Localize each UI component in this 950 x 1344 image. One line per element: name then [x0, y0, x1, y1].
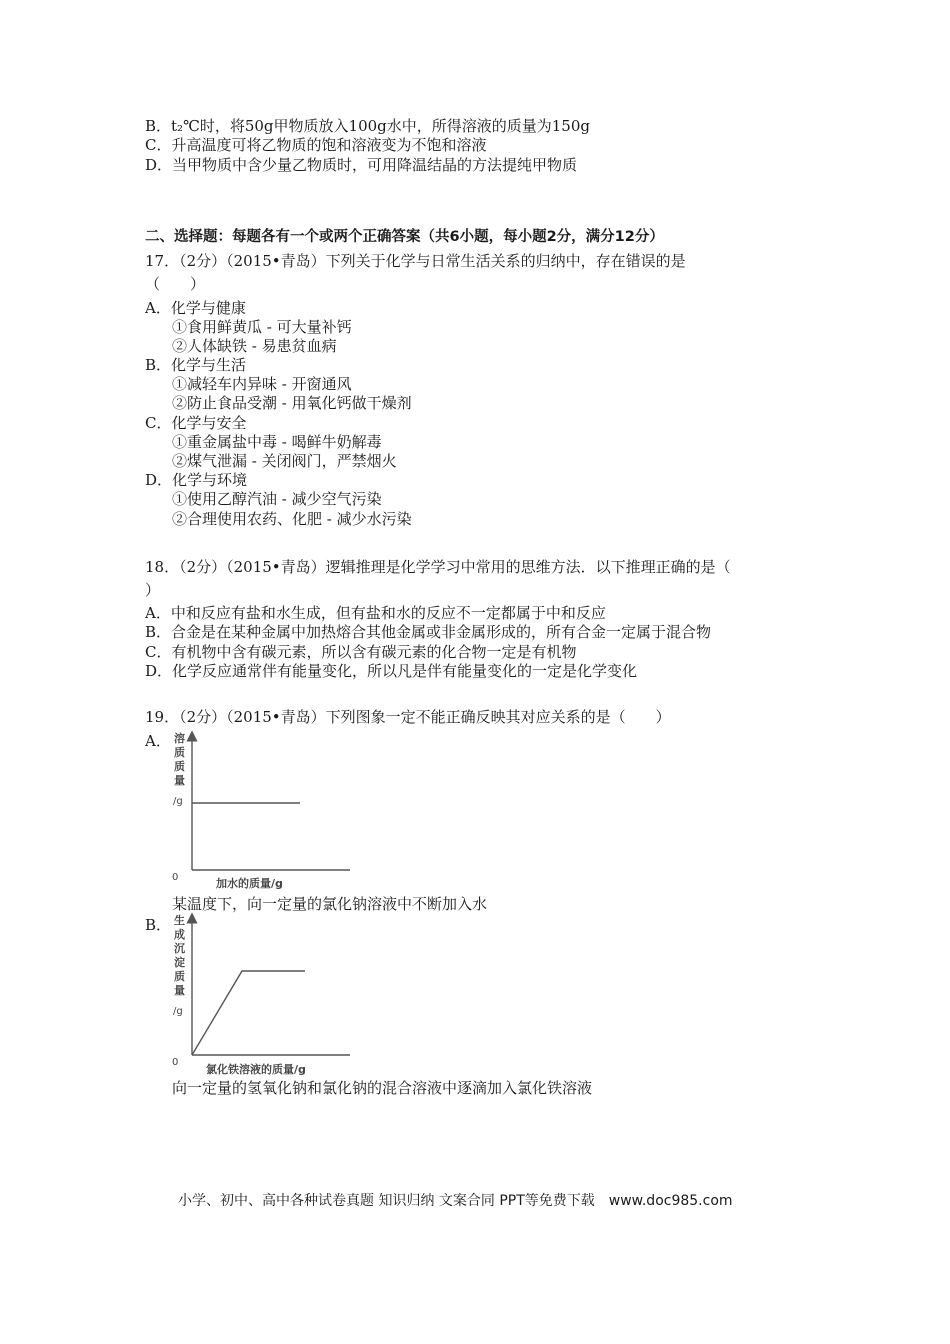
q19-graph-a-label: A．	[145, 732, 171, 750]
graph-b-ylabel-3: 沉	[174, 942, 185, 955]
q17-option-d-item-2: ②合理使用农药、化肥 - 减少水污染	[172, 510, 412, 528]
q17-stem: 17．（2分）（2015•青岛）下列关于化学与日常生活关系的归纳中，存在错误的是	[145, 252, 686, 270]
q19-graph-a-caption: 某温度下，向一定量的氯化钠溶液中不断加入水	[172, 895, 488, 913]
graph-a-yunit: /g	[173, 796, 183, 807]
graph-a-ylabel-3: 质	[174, 760, 185, 773]
q17-option-d-label: D．化学与环境	[145, 471, 248, 489]
graph-a-ylabel-4: 量	[174, 774, 185, 787]
section-title: 二、选择题：每题各有一个或两个正确答案（共6小题，每小题2分，满分12分）	[145, 229, 664, 245]
q17-option-a-item-1: ①食用鲜黄瓜 - 可大量补钙	[172, 318, 352, 336]
q19-stem: 19．（2分）（2015•青岛）下列图象一定不能正确反映其对应关系的是（ ）	[145, 708, 671, 726]
q17-option-c-item-2: ②煤气泄漏 - 关闭阀门，严禁烟火	[172, 452, 397, 470]
graph-b-ylabel-1: 生	[174, 914, 185, 927]
q19-graph-b-caption: 向一定量的氢氧化钠和氯化钠的混合溶液中逐滴加入氯化铁溶液	[172, 1079, 593, 1097]
q17-option-c-label: C．化学与安全	[145, 414, 247, 432]
graph-a-xlabel: 加水的质量/g	[216, 877, 283, 890]
graph-b-ylabel-4: 淀	[174, 956, 185, 969]
q19-graph-b-label: B．	[145, 916, 172, 934]
graph-b-data-line	[192, 971, 305, 1055]
graph-a-ylabel-1: 溶	[174, 732, 185, 745]
graph-b-yunit: /g	[173, 1006, 183, 1017]
q18-stem-cont: ）	[145, 581, 161, 599]
q19-graph-b	[160, 910, 360, 1082]
page-footer: 小学、初中、高中各种试卷真题 知识归纳 文案合同 PPT等免费下载 www.doc985.com	[178, 1193, 733, 1209]
q17-option-d-item-1: ①使用乙醇汽油 - 减少空气污染	[172, 490, 382, 508]
graph-b-ylabel-2: 成	[174, 928, 185, 941]
q18-option-b: B．合金是在某种金属中加热熔合其他金属或非金属形成的，所有合金一定属于混合物	[145, 623, 712, 641]
option-c-prev: C．升高温度可将乙物质的饱和溶液变为不饱和溶液	[145, 136, 487, 154]
graph-a-ylabel-2: 质	[174, 746, 185, 759]
q17-option-b-item-1: ①减轻车内异味 - 开窗通风	[172, 375, 352, 393]
q18-option-d: D．化学反应通常伴有能量变化，所以凡是伴有能量变化的一定是化学变化	[145, 662, 638, 680]
q17-option-a-item-2: ②人体缺铁 - 易患贫血病	[172, 337, 337, 355]
q18-stem: 18．（2分）（2015•青岛）逻辑推理是化学学习中常用的思维方法．以下推理正确的是（	[145, 558, 731, 576]
q18-option-a: A．中和反应有盐和水生成，但有盐和水的反应不一定都属于中和反应	[145, 604, 606, 622]
option-d-prev: D．当甲物质中含少量乙物质时，可用降温结晶的方法提纯甲物质	[145, 156, 578, 174]
q17-option-a-label: A．化学与健康	[145, 299, 246, 317]
graph-b-origin: 0	[172, 1057, 179, 1068]
graph-a-origin: 0	[172, 872, 179, 883]
q17-option-b-label: B．化学与生活	[145, 356, 247, 374]
q19-graph-a	[160, 728, 360, 896]
q17-answer-paren: （ ）	[145, 275, 206, 293]
option-b-prev: B．t₂℃时，将50g甲物质放入100g水中，所得溶液的质量为150g	[145, 117, 590, 135]
graph-b-ylabel-6: 量	[174, 984, 185, 997]
q18-option-c: C．有机物中含有碳元素，所以含有碳元素的化合物一定是有机物	[145, 643, 577, 661]
q17-option-c-item-1: ①重金属盐中毒 - 喝鲜牛奶解毒	[172, 433, 382, 451]
graph-b-ylabel-5: 质	[174, 970, 185, 983]
graph-b-xlabel: 氯化铁溶液的质量/g	[206, 1063, 306, 1076]
q17-option-b-item-2: ②防止食品受潮 - 用氧化钙做干燥剂	[172, 394, 412, 412]
